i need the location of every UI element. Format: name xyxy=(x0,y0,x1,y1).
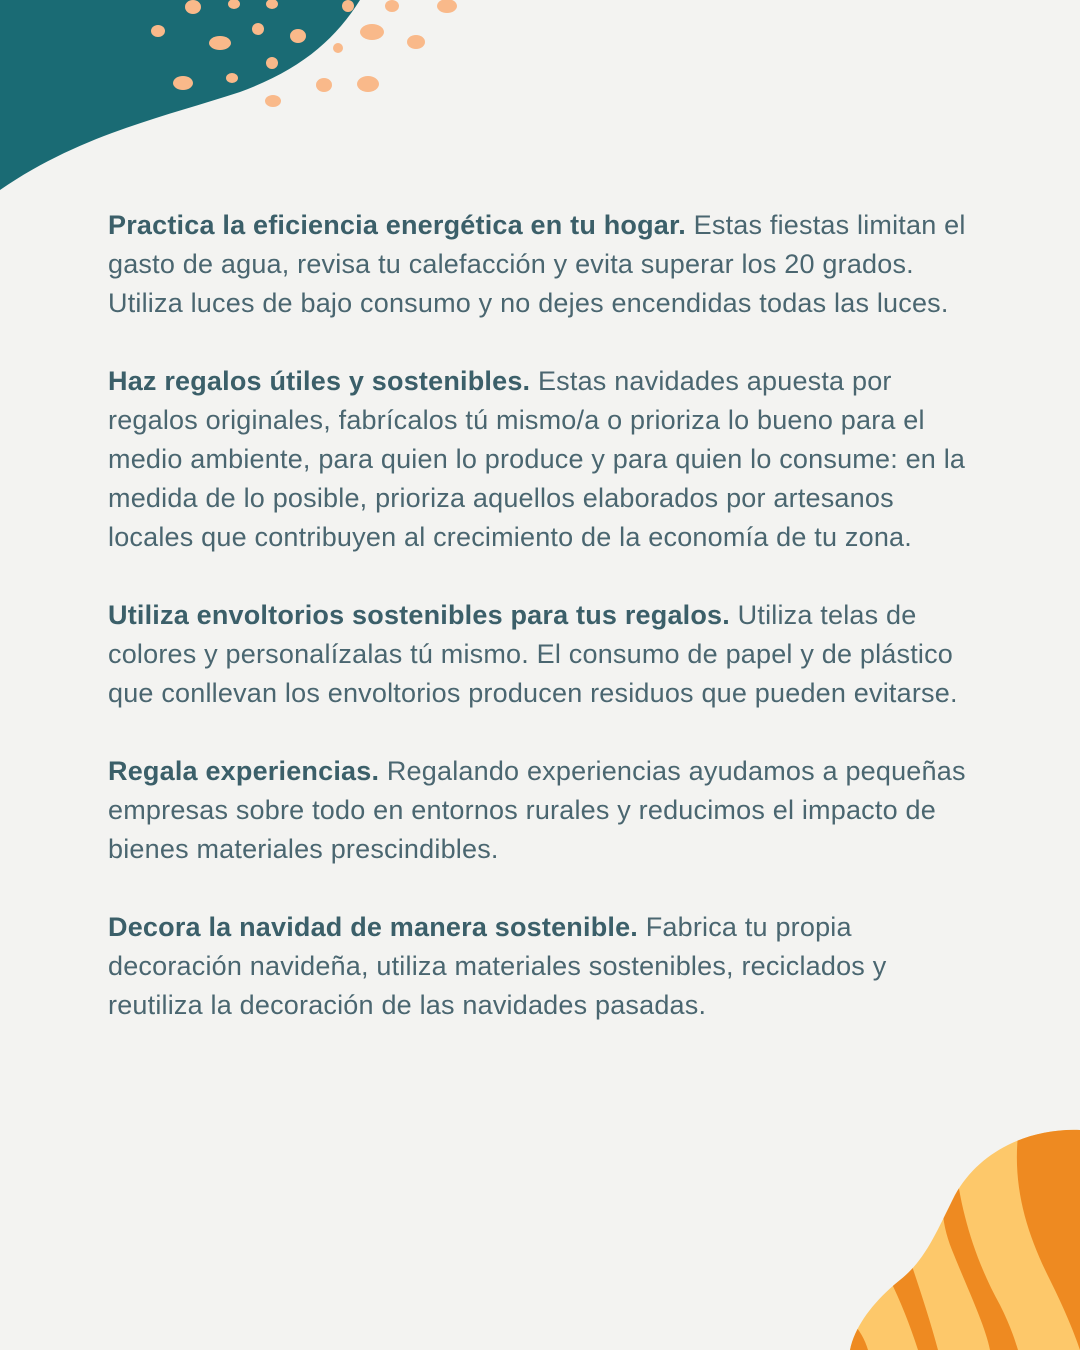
tip-title: Haz regalos útiles y sostenibles. xyxy=(108,366,531,396)
tip-energy-efficiency xyxy=(108,206,980,323)
tip-sustainable-gifts xyxy=(108,362,980,557)
tip-title: Utiliza envoltorios sostenibles para tus regalos. xyxy=(108,600,730,630)
teal-blob-decoration xyxy=(0,0,480,200)
tip-sustainable-decoration xyxy=(108,908,980,1025)
tip-title: Decora la navidad de manera sostenible. xyxy=(108,912,639,942)
tip-sustainable-wrapping xyxy=(108,596,980,713)
tip-body: Utiliza telas de colores y personalízalas tú mismo. El consumo de papel y de plástico que conllevan los envoltorios producen residuos que pueden evitarse. xyxy=(108,600,958,708)
tip-body: Estas fiestas limitan el gasto de agua, revisa tu calefacción y evita superar los 20 grados. Utiliza luces de bajo consumo y no dejes encendidas todas las luces. xyxy=(108,210,966,318)
tip-title: Practica la eficiencia energética en tu hogar. xyxy=(108,210,686,240)
orange-striped-blob-decoration xyxy=(850,1120,1080,1350)
tip-gift-experiences xyxy=(108,752,980,869)
tip-body: Estas navidades apuesta por regalos originales, fabrícalos tú mismo/a o prioriza lo bueno para el medio ambiente, para quien lo produce y para quien lo consume: en la medida de lo posible, prioriza aquellos elaborados por artesanos locales que contribuyen al crecimiento de la economía de tu zona. xyxy=(108,366,966,552)
tip-body: Fabrica tu propia decoración navideña, utiliza materiales sostenibles, reciclados y reutiliza la decoración de las navidades pasadas. xyxy=(108,912,887,1020)
tip-title: Regala experiencias. xyxy=(108,756,380,786)
tip-body: Regalando experiencias ayudamos a pequeñas empresas sobre todo en entornos rurales y reducimos el impacto de bienes materiales prescindibles. xyxy=(108,756,966,864)
tips-list xyxy=(108,206,980,1064)
